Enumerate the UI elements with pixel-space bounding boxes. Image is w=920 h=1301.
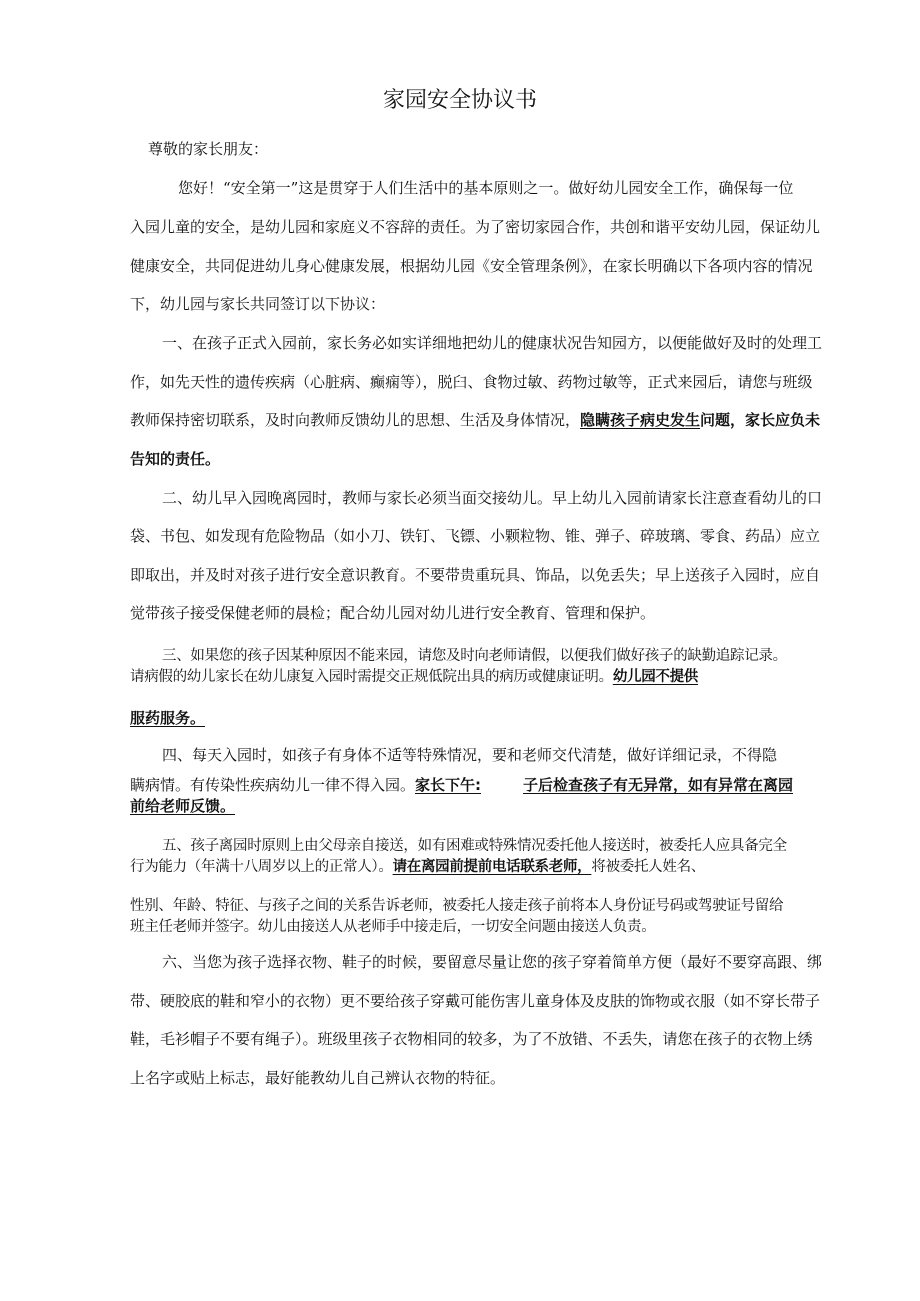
item6-line-3: 鞋，毛衫帽子不要有绳子）。班级里孩子衣物相同的较多，为了不放错、不丢失，请您在孩子的衣物上绣 [130, 1030, 813, 1048]
greeting: 尊敬的家长朋友： [148, 140, 269, 158]
item6-line-1: 六、当您为孩子选择衣物、鞋子的时候，要留意尽量让您的孩子穿着简单方便（最好不要穿高跟、绑 [162, 953, 823, 971]
item3-no-medication-emphasis: 幼儿园不提供 [612, 669, 699, 685]
intro-line-2: 入园儿童的安全，是幼儿园和家庭义不容辞的责任。为了密切家园合作，共创和谐平安幼儿园，保证幼儿 [130, 218, 821, 236]
item1-line-2: 作，如先天性的遗传疾病（心脏病、癫痫等），脱臼、食物过敏、药物过敏等，正式来园后，请您与班级 [130, 373, 813, 391]
item3-line-1: 三、如果您的孩子因某种原因不能来园，请您及时向老师请假，以便我们做好孩子的缺勤追踪记录。 [162, 648, 787, 664]
item1-hidden-history-emphasis: 隐瞒孩子病史发生 [580, 411, 701, 429]
item2-line-3: 即取出，并及时对孩子进行安全意识教育。不要带贵重玩具、饰品，以免丢失；早上送孩子入园时，应自 [130, 566, 821, 584]
item5-call-teacher-emphasis: 请在离园前提前电话联系老师， [392, 859, 592, 875]
item3-line-2 [130, 667, 698, 687]
item1-line-1: 一、在孩子正式入园前，家长务必如实详细地把幼儿的健康状况告知园方，以便能做好及时的处理工 [162, 334, 823, 352]
item4-line-1: 四、每天入园时，如孩子有身体不适等特殊情况，要和老师交代清楚，做好详细记录，不得隐 [162, 746, 778, 764]
item5-line-2-tail: 将被委托人姓名、 [591, 859, 705, 875]
item5-line-2 [130, 857, 705, 877]
item5-line-4: 班主任老师并签字。幼儿由接送人从老师手中接走后，一切安全问题由接送人负责。 [130, 919, 656, 935]
item1-line-3 [130, 410, 820, 430]
item4-line-2-text: 瞒病情。有传染性疾病幼儿一律不得入园。 [130, 776, 416, 794]
intro-line-3: 健康安全，共同促进幼儿身心健康发展，根据幼儿园《安全管理条例》，在家长明确以下各项内容的情况 [130, 257, 813, 275]
document-title: 家园安全协议书 [382, 88, 537, 113]
item6-line-4: 上名字或贴上标志，最好能教幼儿自己辨认衣物的特征。 [130, 1069, 506, 1087]
item2-line-2: 袋、书包、如发现有危险物品（如小刀、铁钉、飞镖、小颗粒物、锥、弹子、碎玻璃、零食、药品）应立 [130, 527, 821, 545]
intro-line-1: 您好！“安全第一”这是贯穿于人们生活中的基本原则之一。做好幼儿园安全工作，确保每一位 [178, 179, 794, 197]
item6-line-2: 带、硬胶底的鞋和窄小的衣物）更不要给孩子穿戴可能伤害儿童身体及皮肤的饰物或衣服（如不穿长带子 [130, 992, 821, 1010]
item4-line-3: 前给老师反馈。 [130, 797, 236, 815]
item5-line-2-text: 行为能力（年满十八周岁以上的正常人）。 [130, 859, 393, 875]
intro-line-4: 下，幼儿园与家长共同签订以下协议： [130, 295, 386, 313]
item2-line-4: 觉带孩子接受保健老师的晨检；配合幼儿园对幼儿进行安全教育、管理和保护。 [130, 604, 656, 622]
item1-responsibility-emphasis: 问题，家长应负未 [700, 411, 821, 429]
item3-line-3: 服药服务。 [130, 709, 206, 727]
item4-line-2 [130, 775, 793, 795]
item5-line-1: 五、孩子离园时原则上由父母亲自接送，如有困难或特殊情况委托他人接送时，被委托人应具备完全 [162, 838, 787, 854]
item4-check-emphasis: 子后检查孩子有无异常，如有异常在离园 [523, 776, 794, 794]
item4-afternoon-emphasis: 家长下午: [415, 776, 482, 794]
item5-line-3: 性别、年龄、特征、与孩子之间的关系告诉老师，被委托人接走孩子前将本人身份证号码或驾驶证号留给 [130, 898, 784, 914]
item1-line-3-text: 教师保持密切联系，及时向教师反馈幼儿的思想、生活及身体情况， [130, 411, 581, 429]
item1-line-4: 告知的责任。 [130, 450, 221, 468]
item2-line-1: 二、幼儿早入园晚离园时，教师与家长必须当面交接幼儿。早上幼儿入园前请家长注意查看幼儿的口 [162, 489, 823, 507]
item3-line-2-text: 请病假的幼儿家长在幼儿康复入园时需提交正规低院出具的病历或健康证明。 [130, 669, 613, 685]
